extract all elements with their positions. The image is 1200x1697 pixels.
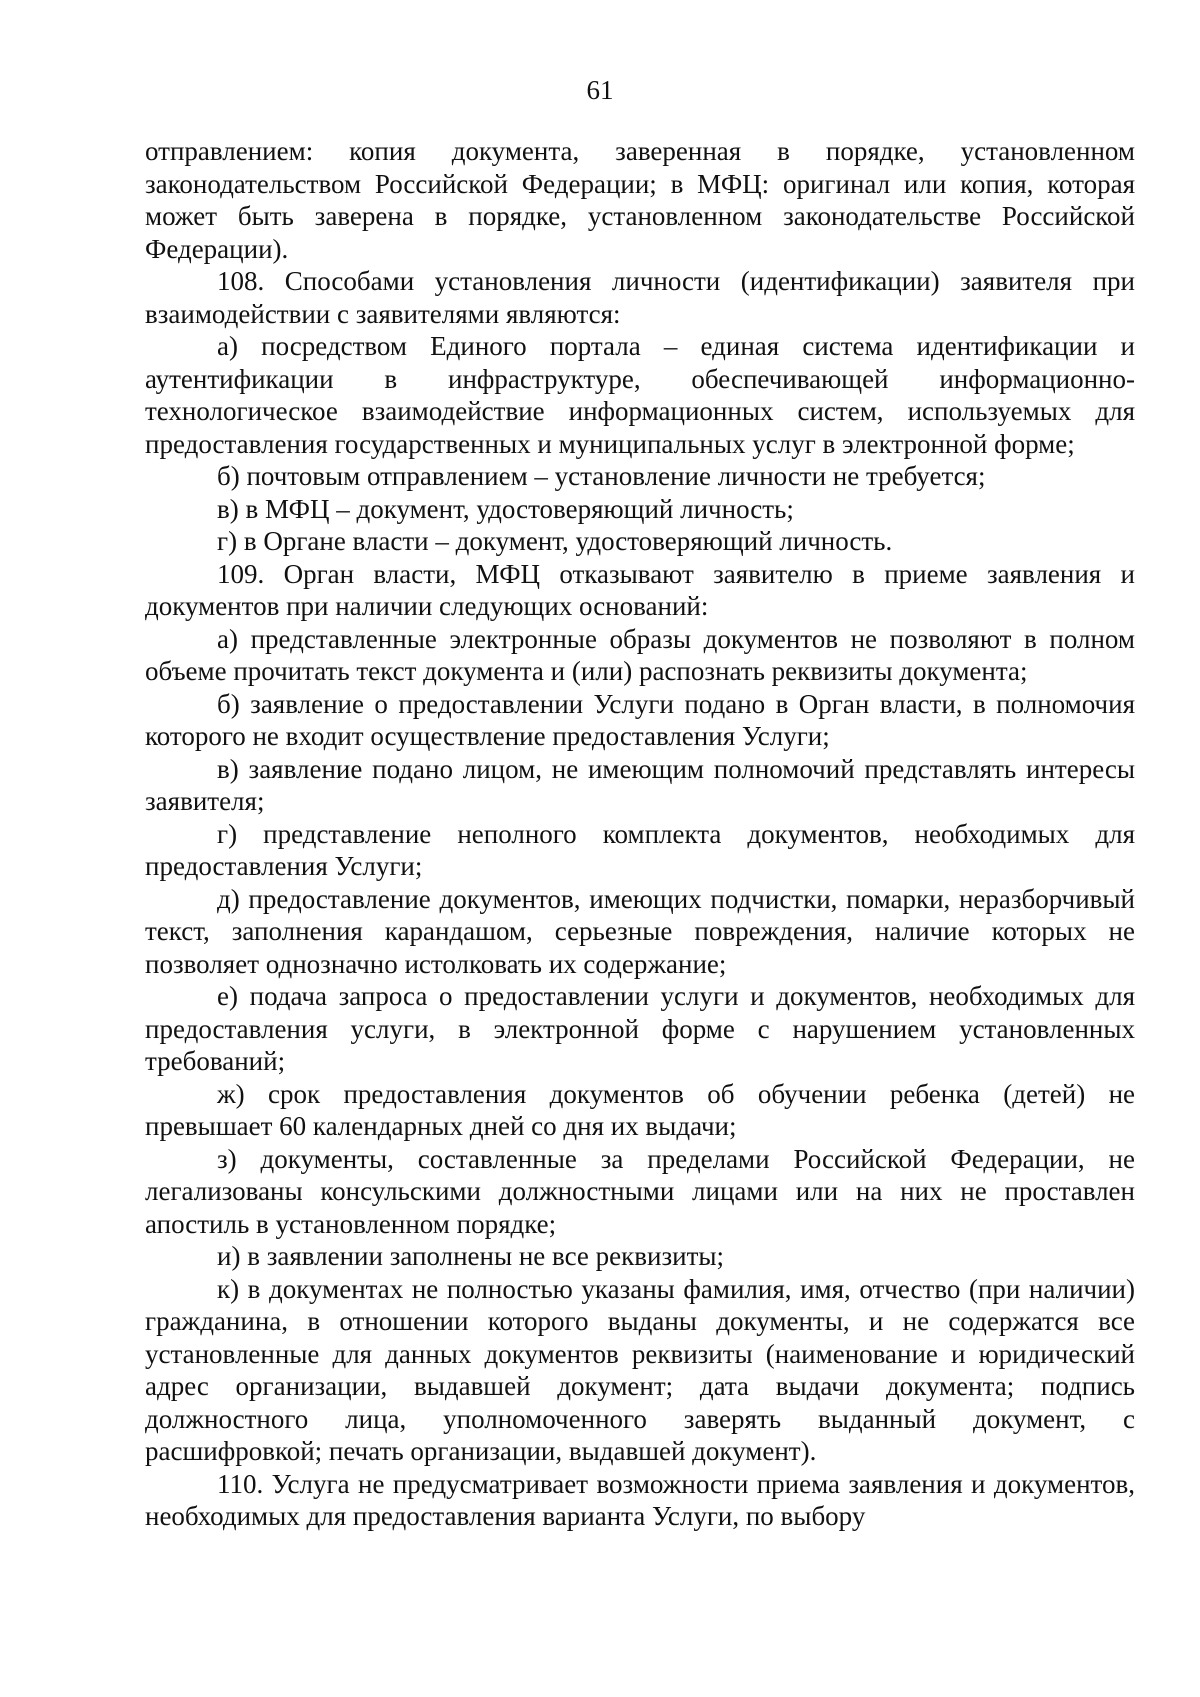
- paragraph-109-b: б) заявление о предоставлении Услуги подано в Орган власти, в полномочия которого не входит осуществление предоставления Услуги;: [145, 688, 1135, 751]
- page-number: 61: [586, 75, 614, 105]
- paragraph-110: 110. Услуга не предусматривает возможности приема заявления и документов, необходимых для предоставления варианта Услуги, по выбору: [145, 1468, 1135, 1531]
- paragraph-109-g: г) представление неполного комплекта документов, необходимых для предоставления Услуги;: [145, 818, 1135, 881]
- paragraph-109-z: з) документы, составленные за пределами Российской Федерации, не легализованы консульскими должностными лицами или на них не проставлен апостиль в установленном порядке;: [145, 1143, 1135, 1239]
- paragraph-109: 109. Орган власти, МФЦ отказывают заявителю в приеме заявления и документов при наличии следующих оснований:: [145, 558, 1135, 621]
- paragraph-109-d: д) предоставление документов, имеющих подчистки, помарки, неразборчивый текст, заполнения карандашом, серьезные повреждения, наличие которых не позволяет однозначно истолковать их содержание;: [145, 883, 1135, 979]
- paragraph-109-v: в) заявление подано лицом, не имеющим полномочий представлять интересы заявителя;: [145, 753, 1135, 816]
- paragraph-109-zh: ж) срок предоставления документов об обучении ребенка (детей) не превышает 60 календарных дней со дня их выдачи;: [145, 1078, 1135, 1141]
- paragraph-108-v: в) в МФЦ – документ, удостоверяющий личность;: [217, 493, 794, 524]
- paragraph-108-a: а) посредством Единого портала – единая система идентификации и аутентификации в инфраструктуре, обеспечивающей информационно-технологическое взаимодействие информационных систем, используемых для предоставления государственных и муниципальных услуг в электронной форме;: [145, 331, 1135, 459]
- paragraph-108-g: г) в Органе власти – документ, удостоверяющий личность.: [217, 526, 893, 556]
- paragraph-109-e: е) подача запроса о предоставлении услуги и документов, необходимых для предоставления услуги, в электронной форме с нарушением установленных требований;: [145, 981, 1135, 1076]
- paragraph-continuation: отправлением: копия документа, заверенная в порядке, установленном законодательством Российской Федерации; в МФЦ: оригинал или копия, которая может быть заверена в порядке, установленном законодательстве Российской Федерации).: [145, 136, 1135, 264]
- document-body: [145, 135, 1135, 1533]
- paragraph-109-a: а) представленные электронные образы документов не позволяют в полном объеме прочитать текст документа и (или) распознать реквизиты документа;: [145, 623, 1135, 686]
- paragraph-108-b: б) почтовым отправлением – установление личности не требуется;: [217, 461, 986, 491]
- paragraph-108: 108. Способами установления личности (идентификации) заявителя при взаимодействии с заявителями являются:: [145, 266, 1135, 329]
- paragraph-109-k: к) в документах не полностью указаны фамилия, имя, отчество (при наличии) гражданина, в отношении которого выданы документы, и не содержатся все установленные для данных документов реквизиты (наименование и юридический адрес организации, выдавшей документ; дата выдачи документа; подпись должностного лица, уполномоченного заверять выданный документ, с расшифровкой; печать организации, выдавшей документ).: [145, 1273, 1135, 1466]
- paragraph-109-i: и) в заявлении заполнены не все реквизиты;: [217, 1241, 725, 1271]
